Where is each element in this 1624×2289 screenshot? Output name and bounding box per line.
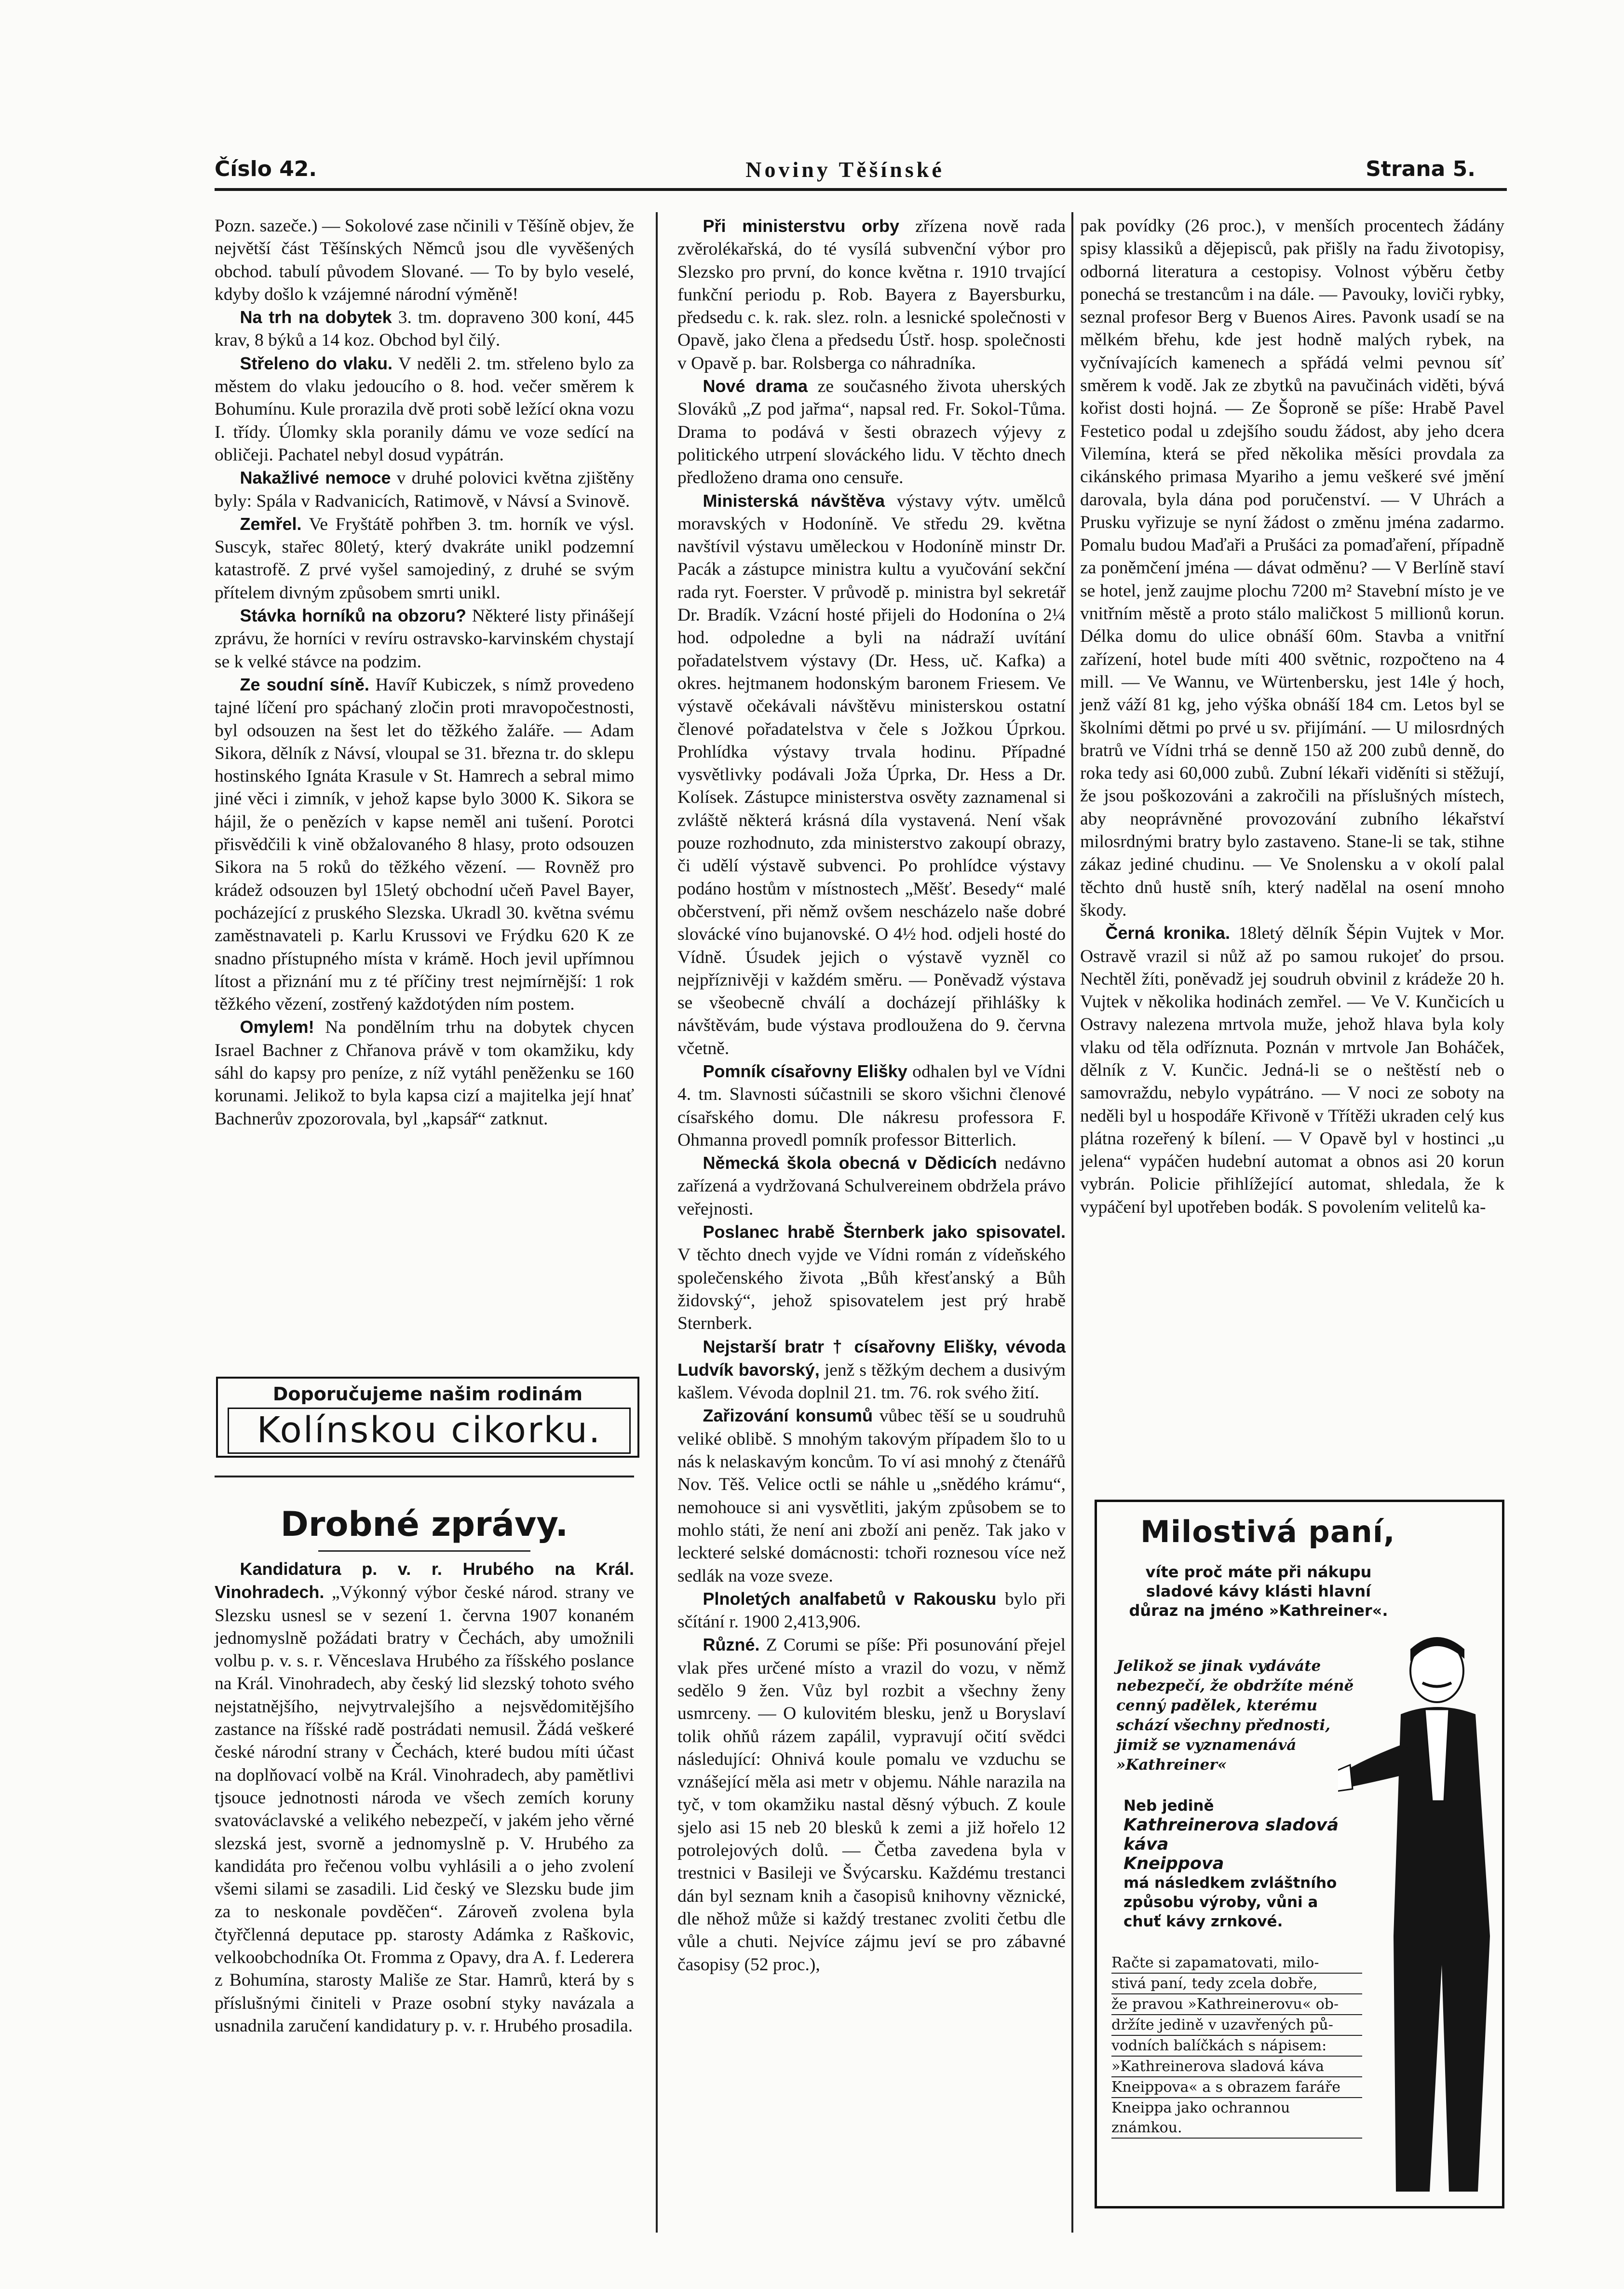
article-paragraph	[215, 306, 634, 352]
article-headline: Nejstarší bratr † císařovny Elišky, vévoda Ludvík bavorský,	[677, 1336, 1066, 1380]
article-headline: Plnoletých analfabetů v Rakousku	[703, 1588, 997, 1609]
column-1-news	[215, 1558, 634, 2037]
kathreiner-instructions	[1111, 1953, 1362, 2139]
column-2	[677, 215, 1066, 1976]
kathreiner-instruction-line: Kneippa jako ochrannou známkou.	[1111, 2098, 1362, 2139]
article-text: výstavy výtv. umělců moravských v Hodoníně. Ve středu 29. května navštívil výstavu uměleckou v Hodoníně minstr Dr. Pacák a zástupce ministra kultu a vyučování sekční rada ryt. Foerster. V průvodě p. ministra byl sekretář Dr. Bradík. Vzácní hosté přijeli do Hodonína o 2¼ hod. odpoledne a byli na nádraží uvítání pořadatelstvem výstavy (Dr. Hess, uč. Kafka) a okres. hejtmanem hodonským baronem Friesem. Ve výstavě očekávali návštěvu ministerskou ostatní členové pořadatelstva v čele s Jožkou Úprkou. Prohlídka výstavy trvala hodinu. Případné vysvětlivky podávali Joža Úprka, Dr. Hess a Dr. Kolísek. Zástupce ministerstva osvěty zaznamenal si zvláště některá krásná díla vystavená. Není však pouze rozhodnuto, zda ministerstvo zakoupí obrazy, či udělí výstavě subvenci. Po prohlídce výstavy podáno hostům v místnostech „Měšť. Besedy“ malé občerstvení, při němž ovšem nescházelo naše dobré slovácké víno bujanovské. O 4½ hod. odjeli hosté do Vídně. Úsudek jejich o výstavě vyzněl co nejpříznivěji v každém směru. — Poněvadž výstava se všeobecně chválí a docházejí přihlášky k návštěvám, bude výstava prodloužena do 9. června včetně.	[677, 491, 1066, 1058]
article-text: ze současného života uherských Slováků „Z pod jařma“, napsal red. Fr. Sokol-Tůma. Drama to podává v šesti obrazech výjevy z politického utrpení slováckého lidu. V těchto dnech předloženo drama ono censuře.	[677, 377, 1066, 488]
article-text: v druhé polovici května zjištěny byly: Spála v Radvanicích, Ratimově, v Návsí a Svinově.	[215, 468, 634, 511]
article-text: 18letý dělník Šépin Vujtek v Mor. Ostravě vrazil si nůž až po samou rukojeť do prsou. Nechtěl žíti, poněvadž jej soudruh obvinil z krádeže 20 h. Vujtek v několika hodinách zemřel. — Ve V. Kunčicích u Ostravy nalezena mrtvola muže, jehož hlava byla koly vlaku od těla odříznuta. Poznán v mrtvole Jan Boháček, dělník z V. Kunčic. Jedná-li se o neštěstí neb o samovraždu, nebylo vypátráno. — V noci ze soboty na neděli byl u hospodáře Křivoně v Třítěži ukraden celý kus plátna rozeřený k bílení. — V Opavě byl v hostinci „u jelena“ vypáčen hudební automat a obnos asi 20 korun vybrán. Policie přihlížející automat, shledala, že k vypáčení byl upotřeben bodák. S povolením velitelů ka-	[1080, 923, 1505, 1217]
article-headline: Střeleno do vlaku.	[240, 353, 392, 373]
kathreiner-instruction-line: vodních balíčkách s nápisem:	[1111, 2036, 1362, 2057]
article-headline: Na trh na dobytek	[240, 307, 392, 327]
article-headline: Různé.	[703, 1635, 760, 1655]
article-paragraph	[677, 215, 1066, 375]
article-paragraph	[677, 489, 1066, 1060]
article-paragraph	[1080, 215, 1504, 921]
page-header	[215, 157, 1475, 186]
kathreiner-lead: víte proč máte při nákupu sladové kávy klásti hlavní důraz na jméno »Kathreiner«.	[1129, 1563, 1388, 1620]
article-headline: Ze soudní síně.	[240, 674, 369, 694]
kathreiner-product-a: Neb jedině	[1123, 1797, 1214, 1815]
kathreiner-product-c: Kneippova	[1123, 1854, 1224, 1873]
issue-number: Číslo 42.	[215, 157, 317, 181]
kathreiner-title: Milostivá paní,	[1140, 1514, 1395, 1549]
article-text: odhalen byl ve Vídni 4. tm. Slavnosti súčastnili se skoro všichni členové císařského domu. Dle nákresu professora F. Ohmanna provedl pomník professor Bitterlich.	[677, 1061, 1066, 1150]
column-3	[1080, 215, 1504, 1219]
gentleman-illustration	[1338, 1598, 1497, 2201]
article-headline: Nové drama	[703, 376, 808, 396]
article-text: V neděli 2. tm. střeleno bylo za městem do vlaku jedoucího o 8. hod. večer směrem k Bohumínu. Kule prorazila dvě proti sobě ležící okna vozu I. třídy. Úlomky skla poranily dámu ve voze sedící na obličeji. Pachatel nebyl dosud vypátrán.	[215, 353, 634, 465]
article-text: „Výkonný výbor české národ. strany ve Slezsku usnesl se v sezení 1. června 1907 konaném jednomyslně požádati bratry v Čechách, aby umožnili volbu p. v. s. r. Věnceslava Hrubého za říšského poslance na Král. Vinohradech, aby český lid slezský tohoto svého nejstatnějšího, nejvytrvalejšího a nejsvědomitějšího zastance na říšské radě postrádati nemusil. Žádá veškeré české národní strany v Čechách, které budou míti účast na doplňovací volbě na Král. Vinohradech, aby pamětlivi tjsouce jednotnosti národa ve všech zemích koruny svatováclavské a velikého nebezpečí, v jakém jeho věrné slezská jest, svorně a jednomyslně p. V. Hrubého za kandidáta pro řečenou volbu vyhlásili a o jeho zvolení všemi silami se zasadili. Lid český ve Slezsku bude jim za to neskonale povděčen“. Zároveň zvolena byla čtyřčlenná deputace pp. starosty Adámka z Raškovic, velkoobchodníka Ot. Fromma z Opavy, dra A. f. Lederera z Bohumína, starosty Mališe ze Star. Hamrů, která by s příslušnými činiteli v Praze osobní styky navázala a usnadnila zaručení kandidatury p. v. r. Hrubého prosadila.	[215, 1583, 634, 2036]
article-text: bylo při sčítání r. 1900 2,413,906.	[677, 1589, 1066, 1632]
chicory-advert-brand: Kolínskou cikorku.	[228, 1408, 631, 1454]
article-paragraph	[215, 352, 634, 466]
article-text: 3. tm. dopraveno 300 koní, 445 krav, 8 býků a 14 koz. Obchod byl čilý.	[215, 308, 634, 351]
column-divider-2	[1071, 212, 1073, 2233]
article-paragraph	[215, 673, 634, 1016]
article-headline: Kandidatura p. v. r. Hrubého na Král. Vinohradech.	[215, 1559, 634, 1602]
section-title: Drobné zprávy.	[280, 1504, 568, 1544]
article-text: Z Corumi se píše: Při posunování přejel vlak přes určené místo a vrazil do vozu, v němž sedělo 9 žen. Vůz byl rozbit a všechny ženy usmrceny. — O kulovitém blesku, jenž u Boryslaví tolik ohňů rázem zapálil, vypravují očití svědci následující: Ohnivá koule pomalu ve vzduchu se vznášející měla asi metr v objemu. Náhle narazila na tyč, v tom okamžiku nastal děsný výbuch. Z koule sjelo asi 15 neb 20 blesků k zemi a již hořelo 12 potrolejových dolů. — Četba zavedena byla v trestnici v Basileji ve Švýcarsku. Každému trestanci dán byl seznam knih a časopisů knihovny věznické, dle něhož může si každý trestanec zvoliti četbu dle vůle a chuti. Nejvíce zájmu jeví se pro zábavné časopisy (52 proc.),	[677, 1635, 1066, 1975]
kathreiner-instruction-line: »Kathreinerova sladová káva	[1111, 2057, 1362, 2077]
article-paragraph	[215, 604, 634, 673]
article-headline: Stávka horníků na obzoru?	[240, 606, 467, 626]
kathreiner-product	[1123, 1796, 1355, 1931]
kathreiner-instruction-line: Račte si zapamatovati, milo-	[1111, 1953, 1362, 1974]
article-headline: Pomník císařovny Elišky	[703, 1061, 907, 1081]
article-paragraph	[677, 1404, 1066, 1587]
article-text: Ve Fryštátě pohřben 3. tm. horník ve výsl. Suscyk, stařec 80letý, který dvakráte unikl podzemní katastrofě. Z prvé vyšel samojediný, z druhé se svým přítelem divným způsobem smrti unikl.	[215, 514, 634, 603]
page-number: Strana 5.	[1366, 157, 1475, 181]
article-headline: Omylem!	[240, 1017, 314, 1037]
article-headline: Černá kronika.	[1105, 923, 1230, 943]
article-paragraph	[677, 1335, 1066, 1405]
article-paragraph	[677, 375, 1066, 489]
article-text: nedávno zařízená a vydržovaná Schulvereinem obdržela právo veřejnosti.	[677, 1153, 1066, 1219]
kathreiner-product-d: má následkem zvláštního způsobu výroby, vůni a chuť kávy zrnkové.	[1123, 1874, 1337, 1930]
article-paragraph	[215, 1558, 634, 2037]
article-text: Havíř Kubiczek, s nímž provedeno tajné líčení pro spáchaný zločin proti mravopočestnosti, byl odsouzen na šest let do těžkého žaláře. — Adam Sikora, dělník z Návsí, vloupal se 31. března tr. do sklepu hostinského Ignáta Krasule v St. Hamrech a sebral mimo jiné věci i zimník, v jehož kapse bylo 3000 K. Sikora se hájil, že o penězích v kapse neměl ani tušení. Porotci přisvědčili k vině obžalovaného 8 hlasy, proto odsouzen Sikora na 5 roků do těžkého vězení. — Rovněž pro krádež odsouzen byl 15letý obchodní učeň Pavel Bayer, pocházející z pruského Slezska. Ukradl 30. května svému zaměstnavateli p. Karlu Krussovi ve Frýdku 620 K ze snadno přístupného místa v krámě. Hoch jevil upřímnou lítost a přiznání mu z té příčiny trest nejmírnější: 1 rok těžkého vězení, zostřený každotýden ním postem.	[215, 675, 634, 1015]
article-paragraph	[677, 1151, 1066, 1220]
kathreiner-instruction-line: že pravou »Kathreinerovu« ob-	[1111, 1994, 1362, 2015]
kathreiner-warning: Jelikož se jinak vydáváte nebezpečí, že obdržíte méně cenný padělek, kterému schází všechny přednosti, jimiž se vyznamenává »Kathreiner«	[1116, 1657, 1354, 1774]
kathreiner-advert	[1095, 1500, 1504, 2208]
kathreiner-instruction-line: Kneippova« a s obrazem faráře	[1111, 2077, 1362, 2098]
article-headline: Ministerská návštěva	[703, 490, 885, 511]
article-paragraph	[677, 1587, 1066, 1634]
section-rule-bottom	[318, 1550, 530, 1552]
chicory-advert-line1: Doporučujeme našim rodinám	[272, 1383, 583, 1405]
chicory-advert	[216, 1377, 639, 1458]
article-paragraph	[215, 1016, 634, 1130]
article-text: zřízena nově rada zvěrolékařská, do té vysílá subvenční výbor pro Slezsko pro první, do konce května r. 1910 trvající funkční periodu p. Rob. Bayera z Bayersburku, předsedu c. k. rak. slez. roln. a lesnické společnosti v Opavě, jako člena a předsedu Ústř. hosp. společnosti v Opavě p. bar. Rolsberga co náhradníka.	[677, 217, 1066, 373]
section-rule-top	[215, 1476, 634, 1477]
kathreiner-instruction-line: držíte jedině v uzavřených pů-	[1111, 2015, 1362, 2036]
article-paragraph	[215, 466, 634, 513]
article-text: Pozn. sazeče.) — Sokolové zase nčinili v Těšíně objev, že největší část Těšínských Němců jsou dle vyvěšených obchod. tabulí původem Slované. — To by bylo veselé, kdyby došlo k vzájemné národní výměně!	[215, 216, 634, 304]
article-headline: Zařizování konsumů	[703, 1406, 873, 1426]
article-headline: Zemřel.	[240, 514, 302, 534]
article-text: Na pondělním trhu na dobytek chycen Israel Bachner z Chřanova právě v tom okamžiku, kdy sáhl do kapsy pro peníze, z níž vytáhl peněženku se 160 korunami. Jelikož to byla kapsa cizí a majitelka její hnať Bachnerův zpozorovala, byl „kapsář“ zatknut.	[215, 1017, 634, 1129]
kathreiner-instruction-line: stivá paní, tedy zcela dobře,	[1111, 1974, 1362, 1994]
article-paragraph	[677, 1220, 1066, 1335]
article-paragraph	[215, 513, 634, 604]
article-headline: Při ministerstvu orby	[703, 216, 900, 236]
article-paragraph	[677, 1633, 1066, 1976]
column-1	[215, 215, 634, 1130]
article-paragraph	[1080, 921, 1504, 1219]
kathreiner-product-b: Kathreinerova sladová káva	[1123, 1815, 1339, 1854]
article-text: pak povídky (26 proc.), v menších procentech žádány spisy klassiků a dějepisců, pak přišly na řadu životopisy, odborná literatura a cestopisy. Volnost výběru četby ponechá se trestancům i na dále. — Pavouky, loviči rybky, seznal profesor Berg v Buenos Aires. Pavonk usadí se na mělkém břehu, kde jest hodně malých rybek, na vyčnívajících kamenech a spřádá velmi pevnou síť směrem k vodě. Jak ze zbytků na pavučinách viděti, bývá kořist dosti hojná. — Ze Šoproně se píše: Hrabě Pavel Festetico podal u zdejšího soudu žádost, aby jeho dcera Vilemína, která se před několika měsíci provdala za cikánského primasa Myariho a jemu veškeré své jmění darovala, byla dána pod poručenství. — V Uhrách a Prusku vyřizuje se nyní žádost o změnu jména zadarmo. Pomalu budou Maďaři a Prušáci za pomaďaření, případně za poněmčení jména — dávat odměnu? — V Berlíně staví se hotel, jenž zaujme plochu 7200 m² Stavební místo je ve vnitřním městě a proto stálo maličkost 5 millionů korun. Délka domu do ulice obnáší 60m. Stavba a vnitřní zařízení, hotel bude míti 400 světnic, rozpočteno na 4 mill. — Ve Wannu, ve Würtenbersku, jest 14le ý hoch, jenž váží 81 kg, jeho výška obnáší 184 cm. Letos byl se školními dětmi po prvé u sv. přijímání. — U milosrdných bratrů ve Vídni trhá se denně 150 až 200 zubů denně, do roka tedy asi 60,000 zubů. Zubní lékaři viděníti si stěžují, že jsou poškozováni a zakročili na příslušných místech, aby neoprávněné provozování zubního lékařství milosrdnými bratry bylo zastaveno. Stane-li se tak, stihne zákaz jediné chudinu. — Ve Snolensku a v okolí palal těchto dnů hustě sníh, který nadělal na osení mnoho škody.	[1080, 216, 1504, 920]
article-paragraph	[215, 215, 634, 306]
article-text: vůbec těší se u soudruhů veliké oblibě. S mnohým takovým případem šlo to u nás k nelaskavým koncům. To ví asi mnohý z čtenářů Nov. Těš. Velice octli se náhle u „snědého krámu“, nemohouce si ani vysvětliti, jakým způsobem se to mohlo státi, že není ani zboží ani peněz. Tak jako v leckteré selské domácnosti: tchoři roznesou více než sedlák na voze sveze.	[677, 1406, 1066, 1586]
article-text: jenž s těžkým dechem a dusivým kašlem. Vévoda doplnil 21. tm. 76. rok svého žití.	[677, 1360, 1066, 1403]
article-text: Některé listy přinášejí zprávu, že horníci v revíru ostravsko-karvinském chystají se k velké stávce na podzim.	[215, 606, 634, 672]
article-headline: Poslanec hrabě Šternberk jako spisovatel.	[703, 1222, 1066, 1242]
masthead-title: Noviny Těšínské	[745, 157, 945, 182]
article-text: V těchto dnech vyjde ve Vídni román z vídeňského společenského života „Bůh křesťanský a Bůh židovský“, jehož spisovatelem jest prý hrabě Sternberk.	[677, 1245, 1066, 1334]
header-rule	[215, 188, 1507, 191]
article-headline: Nakažlivé nemoce	[240, 468, 391, 488]
article-paragraph	[677, 1060, 1066, 1151]
article-headline: Německá škola obecná v Dědicích	[703, 1153, 997, 1173]
column-divider-1	[656, 212, 658, 2233]
